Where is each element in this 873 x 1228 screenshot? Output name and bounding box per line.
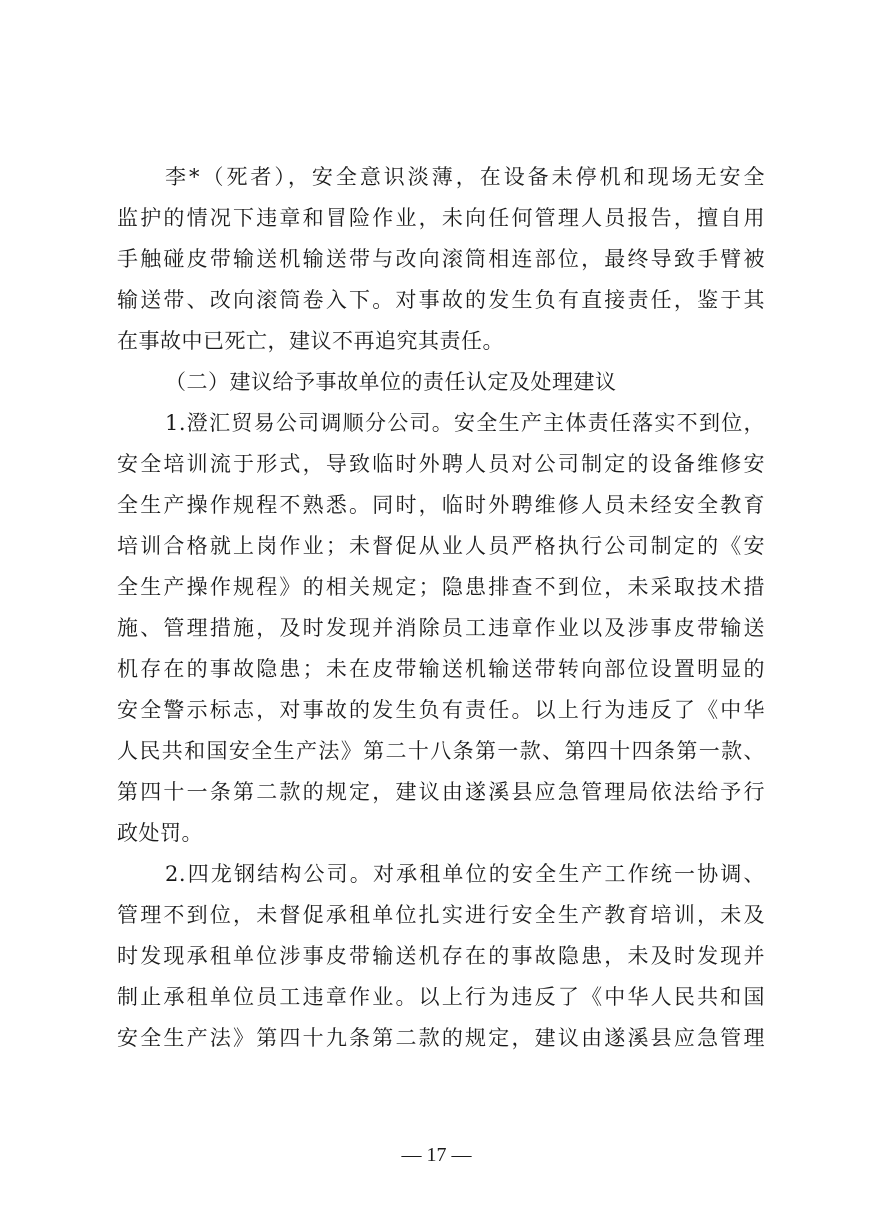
text-line: 时发现承租单位涉事皮带输送机存在的事故隐患，未及时发现并	[117, 944, 765, 968]
text-line: 全生产操作规程》的相关规定；隐患排查不到位，未采取技术措	[117, 575, 765, 599]
text-line: 输送带、改向滚筒卷入下。对事故的发生负有直接责任，鉴于其	[117, 288, 765, 312]
text-line: 手触碰皮带输送机输送带与改向滚筒相连部位，最终导致手臂被	[117, 247, 765, 271]
text-line: 安全培训流于形式，导致临时外聘人员对公司制定的设备维修安	[117, 452, 765, 476]
section-heading: （二）建议给予事故单位的责任认定及处理建议	[165, 370, 617, 394]
text-line: 安全警示标志，对事故的发生负有责任。以上行为违反了《中华	[117, 698, 765, 722]
text-line: 李*（死者），安全意识淡薄，在设备未停机和现场无安全	[165, 165, 765, 189]
text-line: 第四十一条第二款的规定，建议由遂溪县应急管理局依法给予行	[117, 780, 765, 804]
text-line: 在事故中已死亡，建议不再追究其责任。	[117, 329, 504, 353]
text-line: 管理不到位，未督促承租单位扎实进行安全生产教育培训，未及	[117, 903, 765, 927]
text-line: 1.澄汇贸易公司调顺分公司。安全生产主体责任落实不到位，	[165, 411, 765, 435]
text-line: 施、管理措施，及时发现并消除员工违章作业以及涉事皮带输送	[117, 616, 765, 640]
text-line: 制止承租单位员工违章作业。以上行为违反了《中华人民共和国	[117, 985, 765, 1009]
text-line: 政处罚。	[117, 821, 203, 845]
page-number: — 17 —	[401, 1144, 472, 1166]
text-line: 监护的情况下违章和冒险作业，未向任何管理人员报告，擅自用	[117, 206, 765, 230]
text-line: 人民共和国安全生产法》第二十八条第一款、第四十四条第一款、	[117, 739, 765, 763]
text-line: 机存在的事故隐患；未在皮带输送机输送带转向部位设置明显的	[117, 657, 765, 681]
text-line: 2.四龙钢结构公司。对承租单位的安全生产工作统一协调、	[165, 862, 765, 886]
text-line: 全生产操作规程不熟悉。同时，临时外聘维修人员未经安全教育	[117, 493, 765, 517]
text-line: 安全生产法》第四十九条第二款的规定，建议由遂溪县应急管理	[117, 1026, 765, 1050]
text-line: 培训合格就上岗作业；未督促从业人员严格执行公司制定的《安	[117, 534, 765, 558]
